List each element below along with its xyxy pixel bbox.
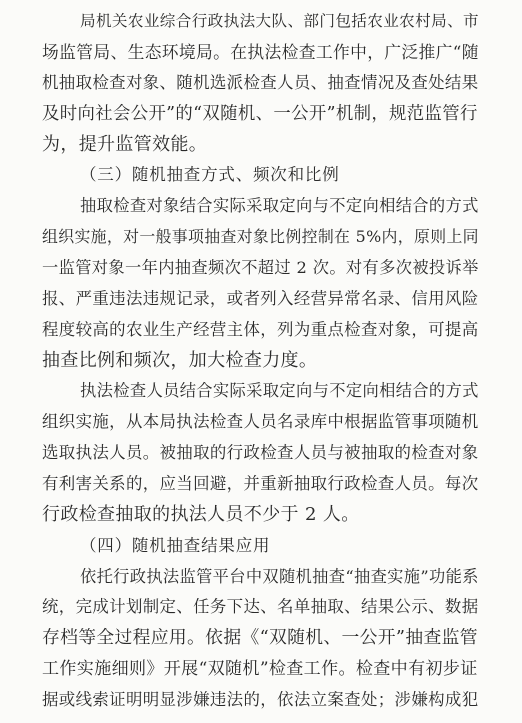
method-line-2: 组织实施，对一般事项抽查对象比例控制在 5%内，原则上同	[42, 227, 479, 246]
personnel-line-4: 有利害关系的，应当回避，并重新抽取行政检查人员。每次	[42, 474, 479, 493]
section-heading-4: （四）随机抽查结果应用	[80, 535, 271, 555]
method-line-3: 一监管对象一年内抽查频次不超过 2 次。对有多次被投诉举	[42, 257, 479, 277]
method-line-1: 抽取检查对象结合实际采取定向与不定向相结合的方式	[80, 196, 479, 216]
intro-line-5: 为，提升监管效能。	[42, 133, 208, 155]
method-line-6: 抽查比例和频次，加大检查力度。	[42, 349, 318, 371]
intro-line-1: 局机关农业综合行政执法大队、部门包括农业农村局、市	[80, 12, 479, 30]
results-line-4: 工作实施细则》开展“双随机”检查工作。检查中有初步证	[42, 659, 478, 680]
personnel-line-1: 执法检查人员结合实际采取定向与不定向相结合的方式	[80, 381, 479, 401]
intro-line-2: 场监管局、生态环境局。在执法检查工作中，广泛推广“随	[42, 41, 479, 62]
section-heading-3: （三）随机抽查方式、频次和比例	[80, 165, 340, 185]
results-line-1: 依托行政执法监管平台中双随机抽查“抽查实施”功能系	[80, 566, 479, 586]
results-line-2: 统，完成计划制定、任务下达、名单抽取、结果公示、数据	[42, 597, 479, 617]
results-line-3: 存档等全过程应用。依据《“双随机、一公开”抽查监管	[42, 627, 478, 649]
intro-line-3: 机抽取检查对象、随机选派检查人员、抽查情况及查处结果	[42, 72, 479, 92]
method-line-5: 程度较高的农业生产经营主体，列为重点检查对象，可提高	[42, 319, 479, 339]
intro-line-4: 及时向社会公开”的“双随机、一公开”机制，规范监管行	[42, 103, 478, 124]
personnel-line-3: 选取执法人员。被抽取的行政检查人员与被抽取的检查对象	[42, 443, 479, 463]
results-line-5: 据或线索证明明显涉嫌违法的，依法立案查处；涉嫌构成犯	[42, 690, 479, 709]
personnel-line-2: 组织实施，从本局执法检查人员名录库中根据监管事项随机	[42, 412, 479, 432]
method-line-4: 报、严重违法违规记录，或者列入经营异常名录、信用风险	[42, 288, 479, 308]
personnel-line-5: 行政检查抽取的执法人员不少于 2 人。	[42, 503, 360, 525]
